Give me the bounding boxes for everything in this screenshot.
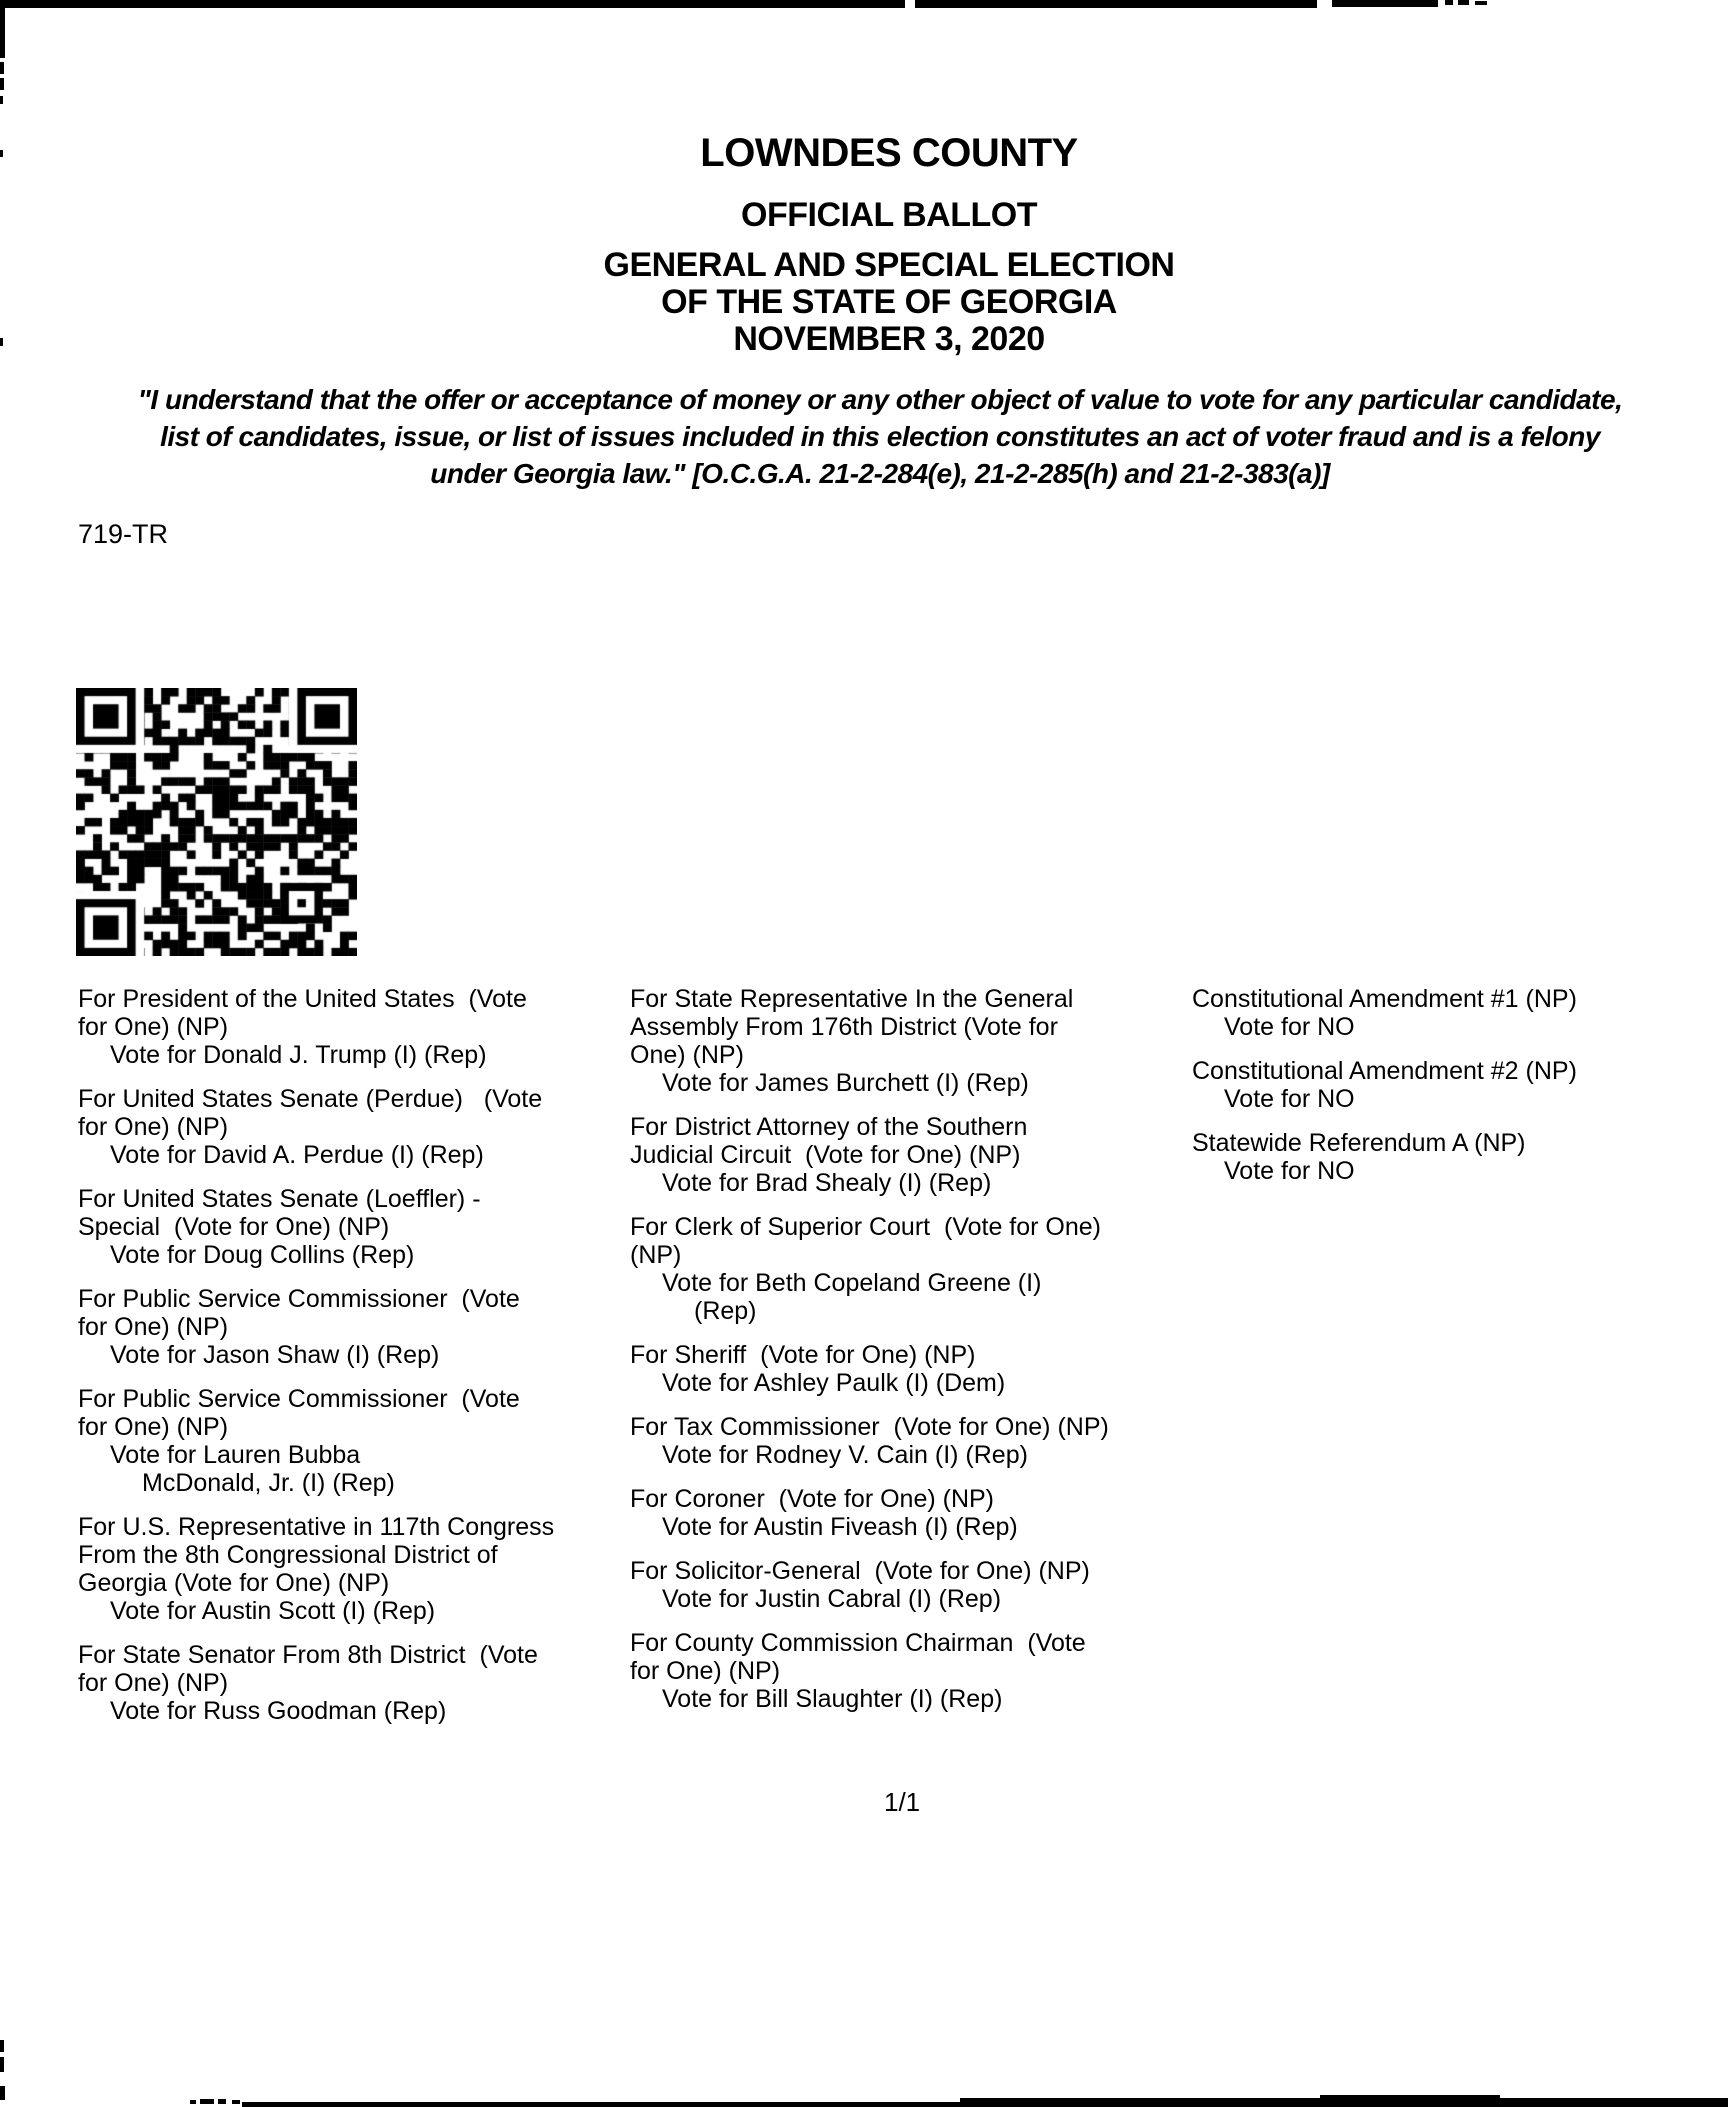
fraud-warning: [60, 381, 1700, 492]
contest-vote: Vote for Rodney V. Cain (I) (Rep): [662, 1441, 1028, 1469]
contest: [1192, 985, 1692, 1041]
contest-vote: Vote for Doug Collins (Rep): [110, 1241, 415, 1269]
contest-title: For Tax Commissioner (Vote for One) (NP): [630, 1413, 1109, 1441]
contest-vote: Vote for Donald J. Trump (I) (Rep): [110, 1041, 487, 1069]
contest-vote: Vote for NO: [1224, 1013, 1355, 1041]
contest: [78, 1641, 630, 1725]
contest-title: Constitutional Amendment #2 (NP): [1192, 1057, 1577, 1085]
qr-code-icon: [76, 688, 357, 956]
contest-vote: Vote for NO: [1224, 1085, 1355, 1113]
contest: [630, 1629, 1190, 1713]
fraud-warning-line3: under Georgia law." [O.C.G.A. 21-2-284(e), 21-2-285(h) and 21-2-383(a)]: [430, 458, 1330, 489]
county-title: LOWNDES COUNTY: [700, 131, 1078, 175]
contest-title: For United States Senate (Loeffler) - Special (Vote for One) (NP): [78, 1185, 481, 1241]
contest-vote: Vote for Russ Goodman (Rep): [110, 1697, 447, 1725]
contest-vote: Vote for Austin Fiveash (I) (Rep): [662, 1513, 1018, 1541]
contest-vote: Vote for Beth Copeland Greene (I) (Rep): [662, 1269, 1042, 1325]
ballot-column-3: [1192, 985, 1692, 1201]
contest-title: For State Senator From 8th District (Vote for One) (NP): [78, 1641, 538, 1697]
contest-title: For County Commission Chairman (Vote for One) (NP): [630, 1629, 1086, 1685]
contest-title: Statewide Referendum A (NP): [1192, 1129, 1526, 1157]
contest-vote: Vote for Ashley Paulk (I) (Dem): [662, 1369, 1006, 1397]
contest-title: Constitutional Amendment #1 (NP): [1192, 985, 1577, 1013]
contest-title: For District Attorney of the Southern Judicial Circuit (Vote for One) (NP): [630, 1113, 1028, 1169]
contest-vote: Vote for Bill Slaughter (I) (Rep): [662, 1685, 1003, 1713]
page-number: 1/1: [884, 1787, 921, 1817]
contest: [630, 1213, 1190, 1325]
contest-title: For Clerk of Superior Court (Vote for One) (NP): [630, 1213, 1102, 1269]
contest-vote: Vote for David A. Perdue (I) (Rep): [110, 1141, 484, 1169]
contest-title: For U.S. Representative in 117th Congress From the 8th Congressional District of Georgia (Vote for One) (NP): [78, 1513, 555, 1597]
contest: [630, 1413, 1190, 1469]
contest-vote: Vote for NO: [1224, 1157, 1355, 1185]
contest: [1192, 1129, 1692, 1185]
contest-title: For Public Service Commissioner (Vote for One) (NP): [78, 1285, 520, 1341]
contest-vote: Vote for James Burchett (I) (Rep): [662, 1069, 1029, 1097]
election-title-line2: OF THE STATE OF GEORGIA: [661, 283, 1117, 321]
contest: [78, 1385, 630, 1497]
contest-title: For President of the United States (Vote for One) (NP): [78, 985, 527, 1041]
election-title-line1: GENERAL AND SPECIAL ELECTION: [603, 246, 1175, 284]
contest-title: For Public Service Commissioner (Vote for One) (NP): [78, 1385, 520, 1441]
election-date: NOVEMBER 3, 2020: [733, 320, 1045, 358]
fraud-warning-line2: list of candidates, issue, or list of issues included in this election constitutes an act of voter fraud and is a felony: [160, 421, 1600, 452]
contest-vote: Vote for Austin Scott (I) (Rep): [110, 1597, 436, 1625]
contest: [630, 1341, 1190, 1397]
contest: [630, 985, 1190, 1097]
contest-title: For Coroner (Vote for One) (NP): [630, 1485, 995, 1513]
official-ballot-title: OFFICIAL BALLOT: [741, 196, 1037, 234]
contest-title: For State Representative In the General Assembly From 176th District (Vote for One) (NP): [630, 985, 1074, 1069]
contest-vote: Vote for Brad Shealy (I) (Rep): [662, 1169, 992, 1197]
fraud-warning-line1: "I understand that the offer or acceptance of money or any other object of value to vote for any particular candidate,: [137, 384, 1623, 415]
contest: [1192, 1057, 1692, 1113]
ballot-column-1: [78, 985, 630, 1741]
contest: [630, 1113, 1190, 1197]
contest: [630, 1557, 1190, 1613]
ballot-column-2: [630, 985, 1190, 1729]
contest-vote: Vote for Jason Shaw (I) (Rep): [110, 1341, 440, 1369]
contest-title: For Sheriff (Vote for One) (NP): [630, 1341, 976, 1369]
contest: [78, 1513, 630, 1625]
contest-title: For United States Senate (Perdue) (Vote for One) (NP): [78, 1085, 543, 1141]
contest: [78, 985, 630, 1069]
contest-title: For Solicitor-General (Vote for One) (NP): [630, 1557, 1090, 1585]
contest-vote: Vote for Lauren Bubba McDonald, Jr. (I) (Rep): [110, 1441, 395, 1497]
ballot-style-code: 719-TR: [78, 519, 169, 549]
contest: [78, 1085, 630, 1169]
contest: [78, 1285, 630, 1369]
contest-vote: Vote for Justin Cabral (I) (Rep): [662, 1585, 1002, 1613]
contest: [78, 1185, 630, 1269]
contest: [630, 1485, 1190, 1541]
